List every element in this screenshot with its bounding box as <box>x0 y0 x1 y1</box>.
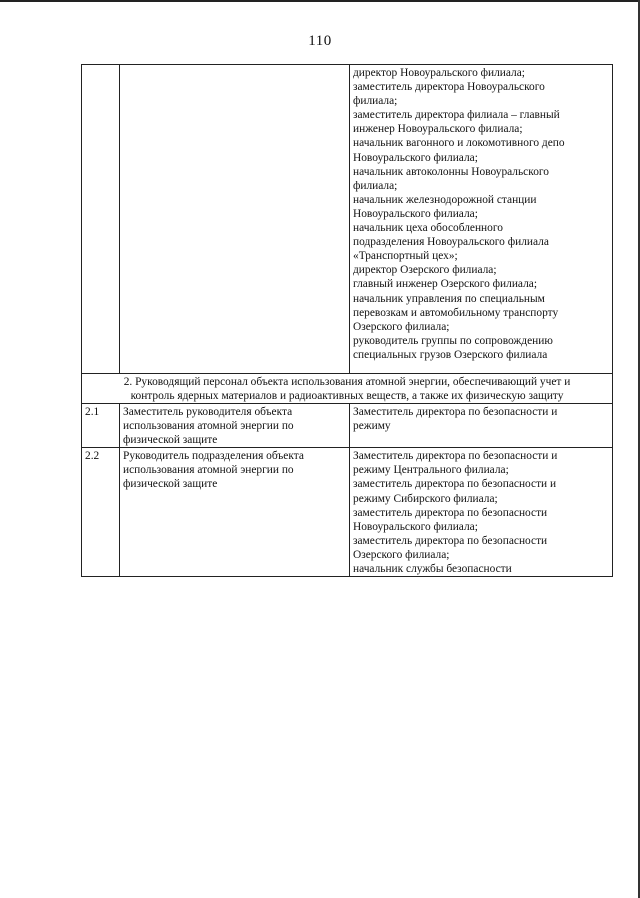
section-title-line: контроль ядерных материалов и радиоактивных веществ, а также их физическую защиту <box>130 390 564 402</box>
positions-cell <box>350 65 613 374</box>
category-line: Руководитель подразделения объекта <box>123 450 304 463</box>
position-line: Новоуральского филиала; <box>353 520 478 533</box>
position-line: директор Новоуральского филиала; <box>353 67 525 79</box>
position-line: режиму Сибирского филиала; <box>353 492 498 505</box>
category-line: физической защите <box>123 478 218 491</box>
table-row <box>82 404 613 448</box>
category-cell <box>120 448 350 577</box>
position-line: Заместитель директора по безопасности и <box>353 450 558 463</box>
row-number: 2.1 <box>82 404 120 448</box>
position-line: Заместитель директора по безопасности и <box>353 406 558 418</box>
position-line: Озерского филиала; <box>353 548 450 561</box>
category-line: использования атомной энергии по <box>123 420 294 433</box>
positions-cell <box>350 404 613 448</box>
position-line: Озерского филиала; <box>353 320 450 333</box>
position-line: заместитель директора филиала – главный <box>353 109 560 122</box>
position-line: филиала; <box>353 95 398 108</box>
position-line: руководитель группы по сопровождению <box>353 334 553 347</box>
position-line: специальных грузов Озерского филиала <box>353 348 548 361</box>
positions-table <box>81 64 613 577</box>
position-line: заместитель директора по безопасности и <box>353 478 557 491</box>
scan-top-edge <box>0 0 640 2</box>
position-line: начальник цеха обособленного <box>353 222 503 235</box>
position-line: Новоуральского филиала; <box>353 151 478 164</box>
table-row <box>82 448 613 577</box>
category-line: использования атомной энергии по <box>123 464 294 477</box>
number-cell <box>82 65 120 374</box>
position-line: директор Озерского филиала; <box>353 264 497 277</box>
category-line: физической защите <box>123 434 218 447</box>
position-line: режиму Центрального филиала; <box>353 464 509 477</box>
position-line: начальник железнодорожной станции <box>353 193 537 206</box>
position-line: заместитель директора Новоуральского <box>353 81 545 94</box>
position-line: начальник вагонного и локомотивного депо <box>353 137 565 150</box>
continuation-row <box>82 65 613 374</box>
section-2-title <box>82 374 613 404</box>
position-line: Новоуральского филиала; <box>353 207 478 220</box>
position-line: перевозкам и автомобильному транспорту <box>353 306 559 319</box>
position-line: «Транспортный цех»; <box>353 250 458 263</box>
row-number: 2.2 <box>82 448 120 577</box>
position-line: начальник службы безопасности <box>353 563 512 576</box>
category-cell <box>120 65 350 374</box>
section-header-row <box>82 374 613 404</box>
position-line: заместитель директора по безопасности <box>353 506 548 519</box>
position-line: инженер Новоуральского филиала; <box>353 123 523 136</box>
category-line: Заместитель руководителя объекта <box>123 406 293 418</box>
position-line: главный инженер Озерского филиала; <box>353 278 537 291</box>
position-line: филиала; <box>353 179 398 192</box>
position-line: подразделения Новоуральского филиала <box>353 236 549 249</box>
page-number: 110 <box>308 33 332 49</box>
section-title-line: 2. Руководящий персонал объекта использования атомной энергии, обеспечивающий учет и <box>123 376 571 388</box>
category-cell <box>120 404 350 448</box>
position-line: начальник управления по специальным <box>353 292 545 305</box>
position-line: заместитель директора по безопасности <box>353 534 548 547</box>
positions-cell <box>350 448 613 577</box>
position-line: начальник автоколонны Новоуральского <box>353 165 549 178</box>
position-line: режиму <box>353 420 391 433</box>
